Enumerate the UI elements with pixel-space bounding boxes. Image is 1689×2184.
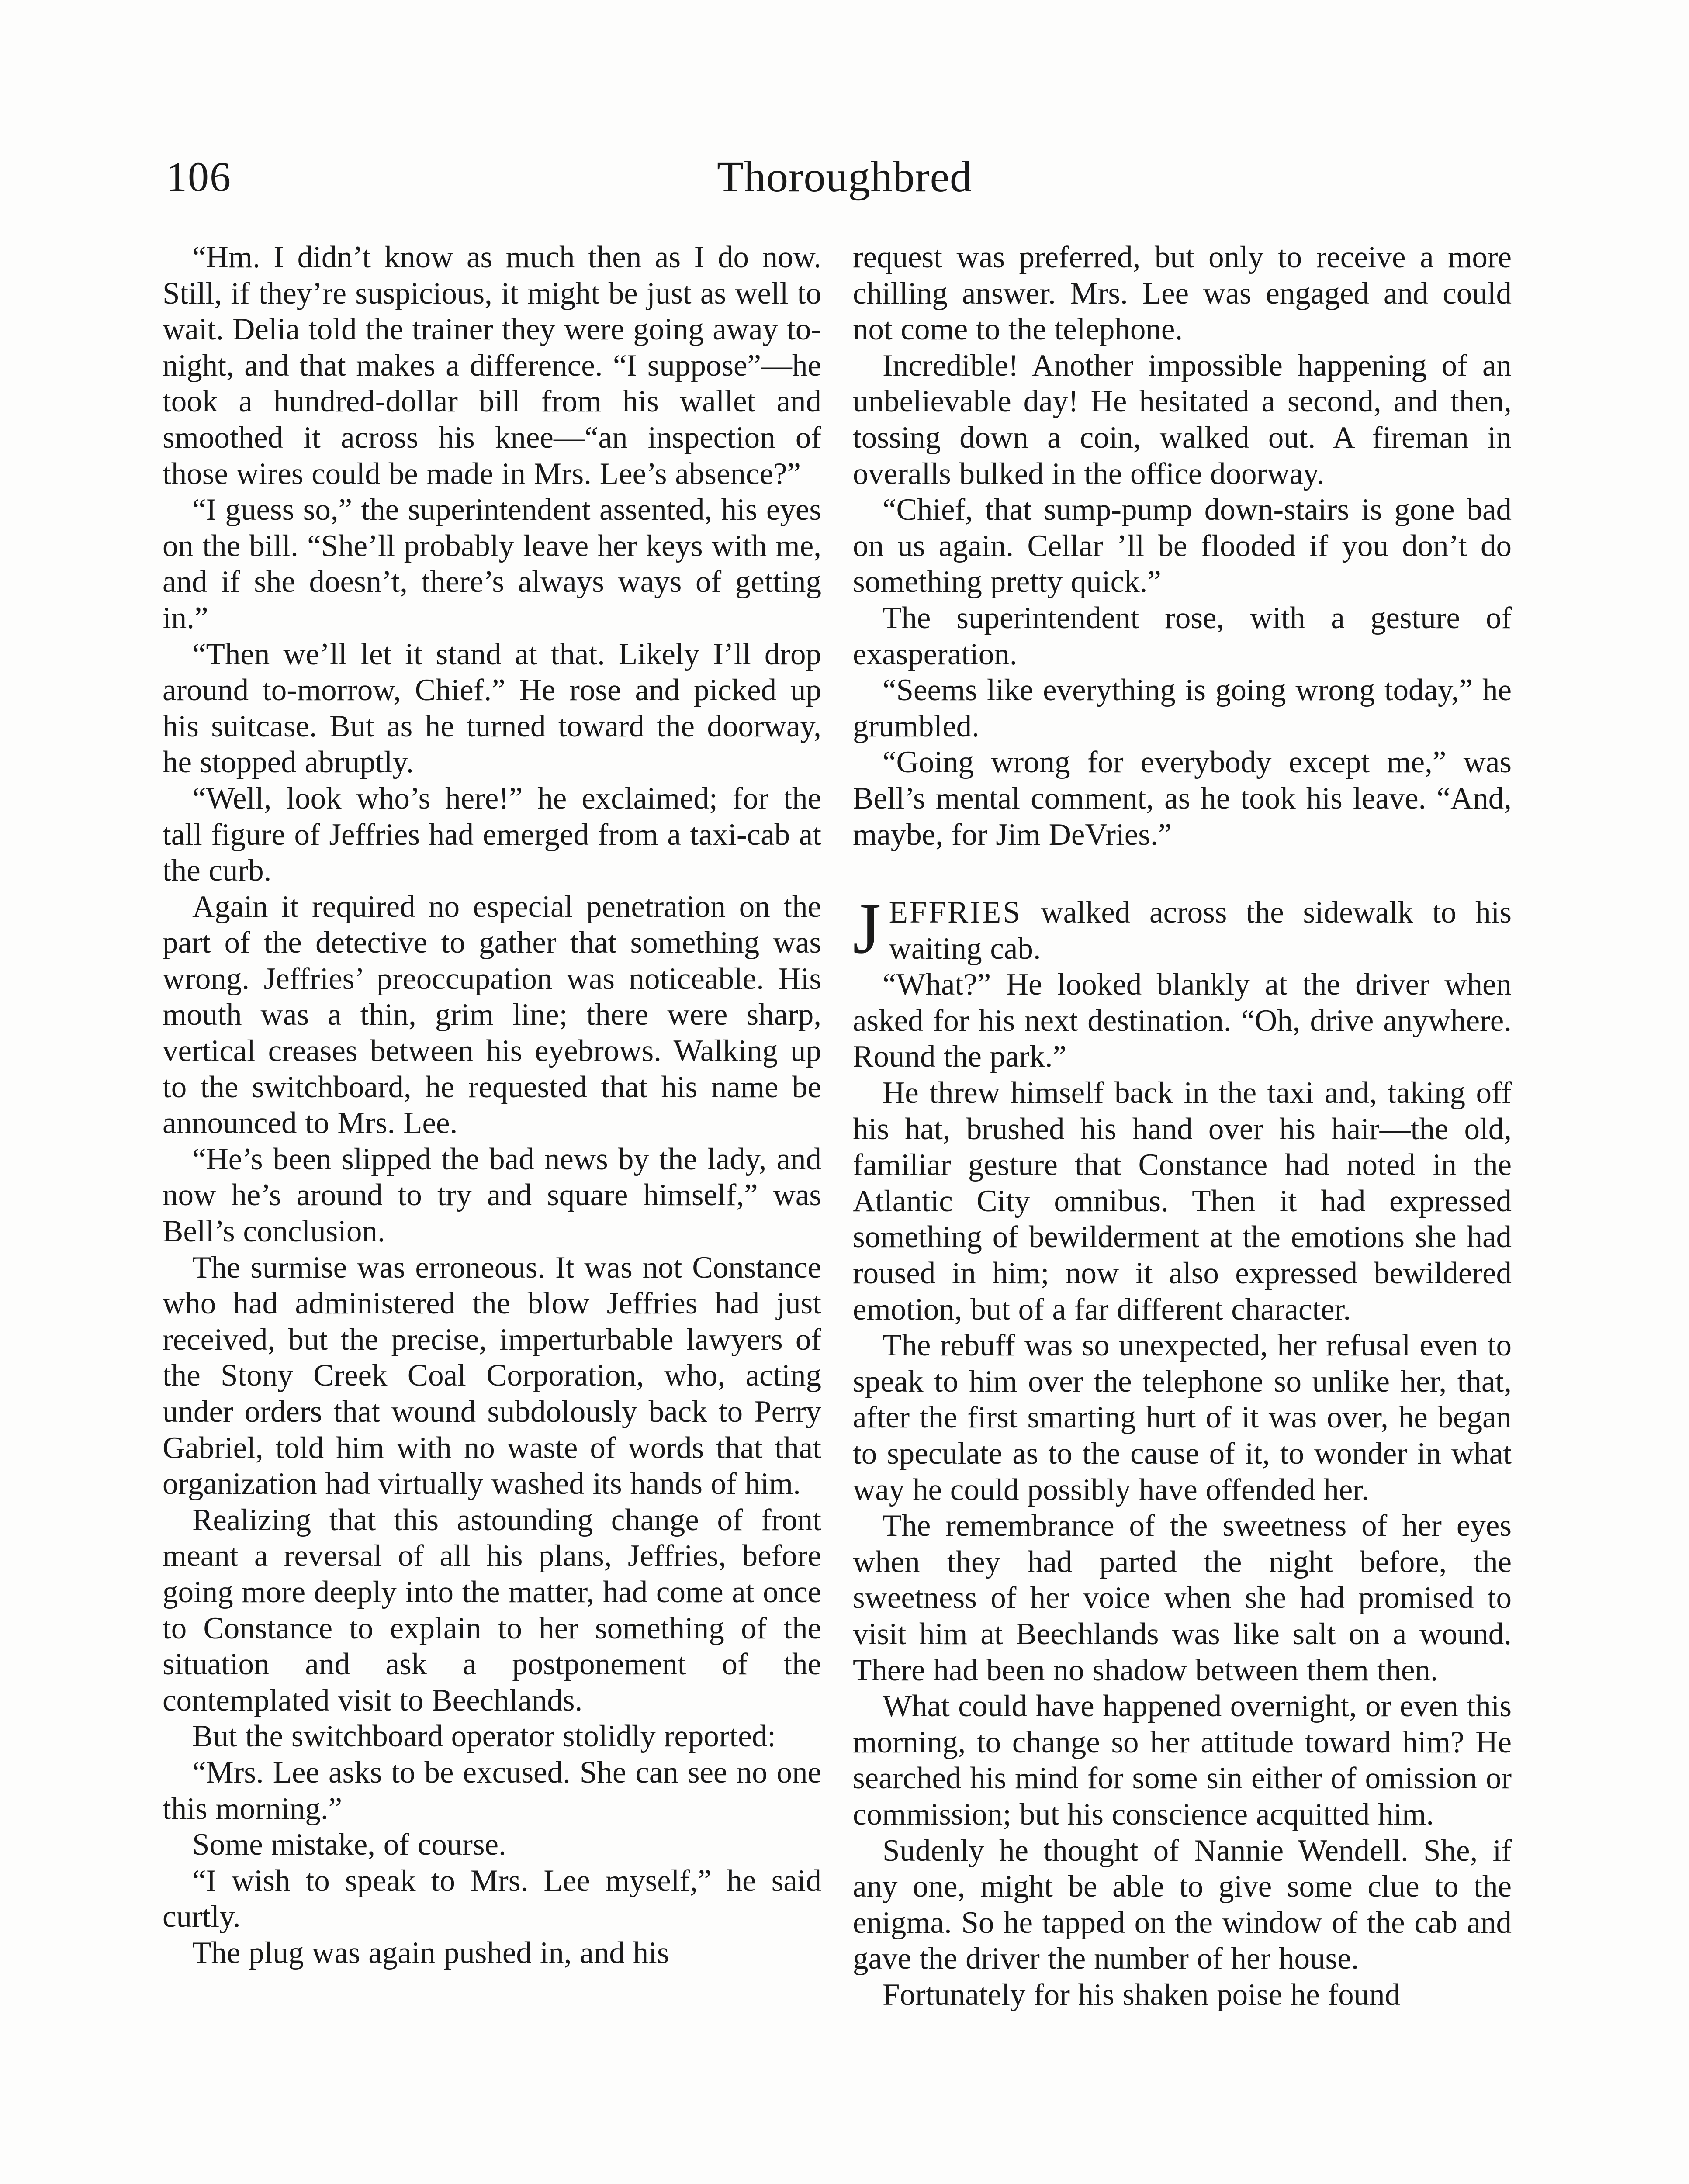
paragraph: The remembrance of the sweetness of her eyes when they had parted the night before, the sweetness of her voice when she had promised to visit him at Beechlands was like salt on a wound. There had been no shadow between them then. bbox=[853, 1509, 1512, 1687]
section-break bbox=[853, 853, 1512, 895]
paragraph: “Going wrong for everybody except me,” was Bell’s mental comment, as he took his leave. “And, maybe, for Jim DeVries.” bbox=[853, 745, 1512, 852]
paragraph: “Chief, that sump-pump down-stairs is gone bad on us again. Cellar ’ll be flooded if you don’t do something pretty quick.” bbox=[853, 493, 1512, 599]
paragraph: What could have happened overnight, or even this morning, to change so her attitude toward him? He searched his mind for some sin either of omission or commission; but his conscience acquitted him. bbox=[853, 1689, 1512, 1832]
paragraph: The surmise was erroneous. It was not Constance who had administered the blow Jeffries had just received, but the precise, imperturbable lawyers of the Stony Creek Coal Corporation, who, acting under orders that wound subdolously back to Perry Gabriel, told him with no waste of words that that organization had virtually washed its hands of him. bbox=[163, 1250, 821, 1501]
text-columns bbox=[163, 239, 1525, 2184]
paragraph: Some mistake, of course. bbox=[192, 1828, 506, 1862]
paragraph: “Then we’ll let it stand at that. Likely I’ll drop around to-morrow, Chief.” He rose and picked up his suitcase. But as he turned toward the doorway, he stopped abruptly. bbox=[163, 637, 821, 780]
section-opening-paragraph bbox=[853, 888, 1512, 969]
paragraph: The superintendent rose, with a gesture of exasperation. bbox=[853, 601, 1512, 671]
paragraph: “I guess so,” the superintendent assented, his eyes on the bill. “She’ll probably leave her keys with me, and if she doesn’t, there’s always ways of getting in.” bbox=[163, 493, 821, 635]
paragraph: “Well, look who’s here!” he exclaimed; for the tall figure of Jeffries had emerged from a taxi-cab at the curb. bbox=[163, 781, 821, 888]
right-column bbox=[853, 239, 1512, 2184]
paragraph: “Hm. I didn’t know as much then as I do now. Still, if they’re suspicious, it might be just as well to wait. Delia told the trainer they were going away to-night, and that makes a difference. “I suppose”—he took a hundred-dollar bill from his wallet and smoothed it across his knee—“an inspection of those wires could be made in Mrs. Lee’s absence?” bbox=[163, 240, 821, 491]
paragraph: Sudenly he thought of Nannie Wendell. She, if any one, might be able to give some clue to the enigma. So he tapped on the window of the cab and gave the driver the number of her house. bbox=[853, 1833, 1512, 1976]
continued-paragraph: request was preferred, but only to receive a more chilling answer. Mrs. Lee was engaged and could not come to the telephone. bbox=[853, 240, 1512, 347]
paragraph: The plug was again pushed in, and his bbox=[192, 1935, 669, 1970]
page-number: 106 bbox=[166, 153, 232, 200]
left-column bbox=[163, 239, 821, 2184]
paragraph: “I wish to speak to Mrs. Lee myself,” he said curtly. bbox=[163, 1863, 821, 1934]
paragraph: The rebuff was so unexpected, her refusal even to speak to him over the telephone so unlike her, that, after the first smarting hurt of it was over, he began to speculate as to the cause of it, to wonder in what way he could possibly have offended her. bbox=[853, 1328, 1512, 1507]
small-caps-word: EFFRIES bbox=[889, 895, 1022, 930]
paragraph: He threw himself back in the taxi and, taking off his hat, brushed his hand over his hair—the old, familiar gesture that Constance had noted in the Atlantic City omnibus. Then it had expressed something of bewilderment at the emotions she had roused in him; now it also expressed bewildered emotion, but of a far different character. bbox=[853, 1076, 1512, 1327]
paragraph: “He’s been slipped the bad news by the lady, and now he’s around to try and square himself,” was Bell’s conclusion. bbox=[163, 1142, 821, 1249]
paragraph: “Seems like everything is going wrong today,” he grumbled. bbox=[853, 673, 1512, 743]
paragraph: But the switchboard operator stolidly reported: bbox=[192, 1719, 776, 1754]
paragraph: Incredible! Another impossible happening of an unbelievable day! He hesitated a second, and then, tossing down a coin, walked out. A fireman in overalls bulked in the office doorway. bbox=[853, 348, 1512, 491]
paragraph: “What?” He looked blankly at the driver when asked for his next destination. “Oh, drive anywhere. Round the park.” bbox=[853, 968, 1512, 1074]
page-header bbox=[166, 151, 1523, 212]
running-title: Thoroughbred bbox=[716, 152, 973, 201]
paragraph: “Mrs. Lee asks to be excused. She can see no one this morning.” bbox=[163, 1755, 821, 1826]
paragraph: Realizing that this astounding change of front meant a reversal of all his plans, Jeffries, before going more deeply into the matter, had come at once to Constance to explain to her something of the situation and ask a postponement of the contemplated visit to Beechlands. bbox=[163, 1503, 821, 1717]
paragraph: Fortunately for his shaken poise he found bbox=[883, 1977, 1401, 2012]
opening-text: walked across the sidewalk to his waiting cab. bbox=[889, 895, 1512, 966]
drop-cap: J bbox=[853, 888, 881, 969]
paragraph: Again it required no especial penetration on the part of the detective to gather that something was wrong. Jeffries’ preoccupation was noticeable. His mouth was a thin, grim line; there were sharp, vertical creases between his eyebrows. Walking up to the switchboard, he requested that his name be announced to Mrs. Lee. bbox=[163, 889, 821, 1140]
